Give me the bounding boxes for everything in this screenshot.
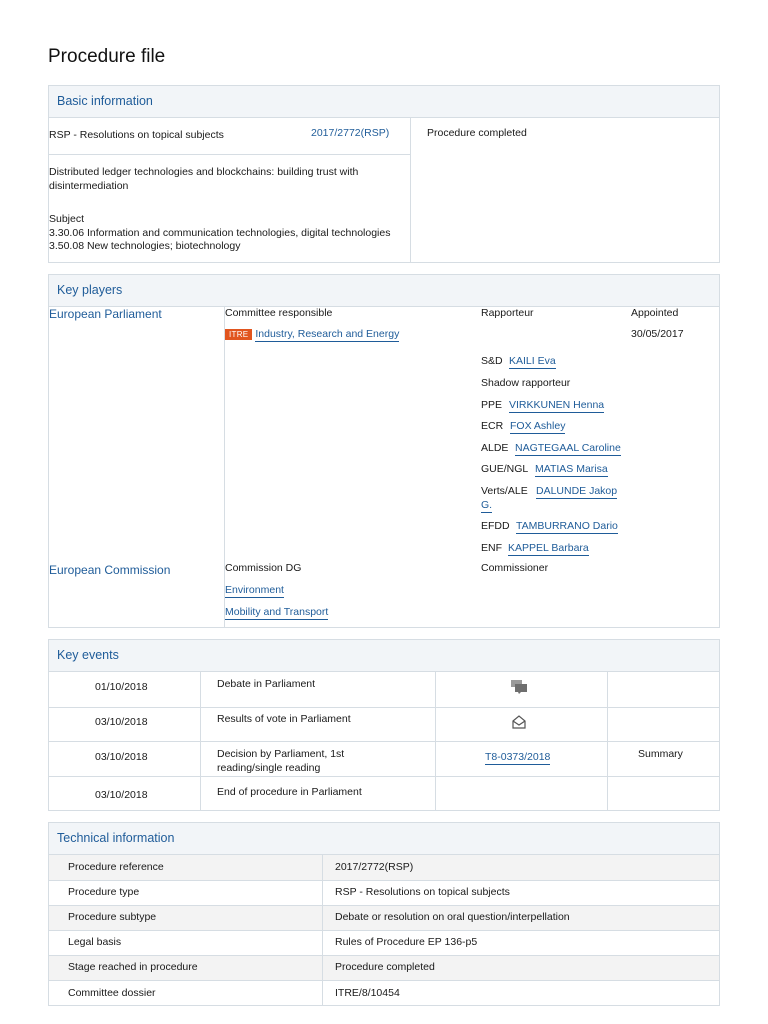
commission-dg-label: Commission DG <box>225 562 302 574</box>
technical-label: Committee dossier <box>68 987 156 999</box>
key-events-heading: Key events <box>49 640 719 672</box>
shadow-rapporteur-link[interactable]: FOX Ashley <box>510 420 566 432</box>
technical-value: Rules of Procedure EP 136-p5 <box>335 936 478 948</box>
shadow-rapporteur-link[interactable]: KAPPEL Barbara <box>508 542 589 554</box>
shadow-group: PPE <box>481 399 503 411</box>
shadow-group: ECR <box>481 420 504 432</box>
shadow-rapporteur-link[interactable]: VIRKKUNEN Henna <box>509 399 605 411</box>
basic-information-panel <box>48 85 720 263</box>
committee-responsible-label: Committee responsible <box>225 307 333 319</box>
shadow-rapporteur-link[interactable]: NAGTEGAAL Caroline <box>515 442 621 454</box>
technical-information-heading: Technical information <box>49 823 719 855</box>
technical-label: Legal basis <box>68 936 122 948</box>
debate-icon[interactable] <box>511 680 527 697</box>
commission-dg-link[interactable]: Mobility and Transport <box>225 606 329 618</box>
event-document-link[interactable]: T8-0373/2018 <box>485 751 551 763</box>
event-title: Debate in Parliament <box>217 678 316 690</box>
shadow-group: EFDD <box>481 520 510 532</box>
shadow-group: ENF <box>481 542 502 554</box>
description-line-1: Distributed ledger technologies and blockchains: building trust with <box>49 166 359 178</box>
technical-value: 2017/2772(RSP) <box>335 861 414 873</box>
shadow-group: GUE/NGL <box>481 463 529 475</box>
european-commission-label: European Commission <box>49 563 171 577</box>
event-title-continued: reading/single reading <box>217 762 321 774</box>
subject-item: 3.50.08 New technologies; biotechnology <box>49 240 241 252</box>
technical-label: Procedure reference <box>68 861 164 873</box>
european-parliament-label: European Parliament <box>49 307 162 321</box>
subject-label: Subject <box>49 213 85 225</box>
committee-link[interactable]: Industry, Research and Energy <box>255 328 400 340</box>
technical-label: Procedure type <box>68 886 140 898</box>
vote-icon[interactable] <box>512 714 526 732</box>
technical-value: RSP - Resolutions on topical subjects <box>335 886 510 898</box>
technical-value: Procedure completed <box>335 961 435 973</box>
technical-value: Debate or resolution on oral question/interpellation <box>335 911 570 923</box>
shadow-rapporteur-link[interactable]: MATIAS Marisa <box>535 463 608 475</box>
technical-label: Stage reached in procedure <box>68 961 198 973</box>
shadow-group: ALDE <box>481 442 509 454</box>
procedure-type: RSP - Resolutions on topical subjects <box>49 129 224 141</box>
event-title: Results of vote in Parliament <box>217 713 351 725</box>
event-summary-link[interactable]: Summary <box>638 748 683 760</box>
technical-value: ITRE/8/10454 <box>335 987 400 999</box>
basic-information-heading: Basic information <box>49 86 719 118</box>
shadow-rapporteur-link[interactable]: DALUNDE Jakop <box>536 485 618 497</box>
appointed-date: 30/05/2017 <box>631 328 684 340</box>
shadow-rapporteur-link-continued[interactable]: G. <box>481 499 493 511</box>
page-title: Procedure file <box>48 46 166 67</box>
rapporteur-link[interactable]: KAILI Eva <box>509 355 556 367</box>
description-line-2: disintermediation <box>49 180 129 192</box>
technical-label: Procedure subtype <box>68 911 157 923</box>
shadow-rapporteur-link[interactable]: TAMBURRANO Dario <box>516 520 618 532</box>
event-title: Decision by Parliament, 1st <box>217 748 345 760</box>
technical-information-panel <box>48 822 720 1006</box>
appointed-label: Appointed <box>631 307 679 319</box>
rapporteur-group: S&D <box>481 355 503 367</box>
procedure-reference-link[interactable]: 2017/2772(RSP) <box>311 127 390 139</box>
event-title: End of procedure in Parliament <box>217 786 362 798</box>
key-events-panel <box>48 639 720 811</box>
commission-dg-link[interactable]: Environment <box>225 584 284 596</box>
shadow-group: Verts/ALE <box>481 485 528 497</box>
shadow-rapporteur-label: Shadow rapporteur <box>481 377 571 389</box>
event-date: 03/10/2018 <box>95 716 148 728</box>
subject-item: 3.30.06 Information and communication technologies, digital technologies <box>49 227 391 239</box>
committee-badge: ITRE <box>225 329 252 340</box>
event-date: 03/10/2018 <box>95 751 148 763</box>
rapporteur-label: Rapporteur <box>481 307 534 319</box>
key-players-heading: Key players <box>49 275 719 307</box>
commissioner-label: Commissioner <box>481 562 549 574</box>
committee-row <box>225 328 399 340</box>
key-players-panel <box>48 274 720 628</box>
event-date: 01/10/2018 <box>95 681 148 693</box>
event-date: 03/10/2018 <box>95 789 148 801</box>
procedure-status: Procedure completed <box>427 127 527 139</box>
